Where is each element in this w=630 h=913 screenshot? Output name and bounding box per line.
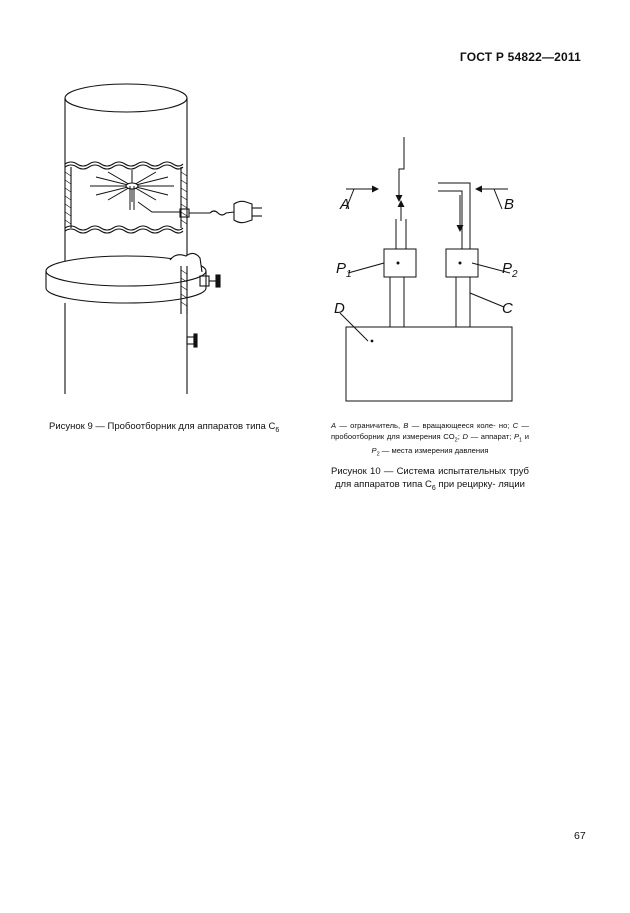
- legend-p-text: — места измерения давления: [379, 445, 489, 455]
- legend-p1-letter: P: [513, 431, 520, 441]
- appliance-d: [346, 327, 512, 401]
- legend-b-letter: B: [403, 421, 409, 430]
- legend-p2-letter: P: [371, 445, 377, 455]
- figure-9-caption: [49, 421, 279, 434]
- restrictor-inlet: [399, 137, 404, 201]
- figure-10-caption-end: при рецирку- ляции: [435, 478, 525, 490]
- legend-co2-subscript: 2: [454, 437, 458, 444]
- label-p1-sub: 1: [346, 269, 352, 280]
- legend-a-text: — ограничитель,: [336, 421, 404, 430]
- legend-c-text: — пробоотборник для измерения CO: [331, 421, 529, 441]
- rotating-elbow: [438, 183, 470, 249]
- legend-d-letter: D: [462, 431, 468, 441]
- figure-9-drawing: [40, 76, 280, 406]
- legend-c-letter: C: [512, 421, 519, 430]
- document-header: ГОСТ Р 54822—2011: [459, 50, 581, 64]
- cable: [189, 211, 234, 215]
- plug-icon: [234, 201, 252, 222]
- legend-c-end: ;: [457, 431, 463, 441]
- figure-10-caption: [331, 466, 529, 495]
- legend-p2-subscript: 2: [376, 451, 380, 458]
- figure-10-drawing: [326, 131, 526, 411]
- ring-thumb-screw: [200, 276, 209, 286]
- figure-10-caption-subscript: 6: [431, 484, 436, 492]
- figure-10-caption-main: Рисунок 10 — Система испытательных труб для аппаратов типа C: [331, 466, 529, 490]
- legend-a-letter: A: [331, 421, 337, 430]
- figure-10-legend: [331, 421, 529, 460]
- label-p2: P: [502, 260, 513, 277]
- sampling-star: [90, 170, 181, 212]
- label-d: D: [334, 300, 345, 317]
- cylinder-top-ellipse: [65, 84, 187, 112]
- legend-b-text: — вращающееся коле- но;: [408, 421, 513, 430]
- legend-and-text: и: [522, 431, 529, 441]
- label-b: B: [504, 196, 515, 213]
- label-p1: P: [336, 260, 347, 277]
- label-a: A: [340, 196, 351, 213]
- figure-9-caption-subscript: 6: [275, 426, 280, 434]
- label-p2-sub: 2: [512, 269, 518, 280]
- page-number: 67: [574, 830, 586, 842]
- legend-p1-subscript: 1: [519, 437, 523, 444]
- label-c: C: [502, 300, 513, 317]
- pressure-point-p1: [384, 249, 416, 277]
- legend-d-text: — аппарат;: [467, 431, 514, 441]
- figure-9-caption-text: Рисунок 9 — Пробоотборник для аппаратов типа C: [49, 421, 276, 432]
- lower-thumb-screw: [187, 337, 194, 344]
